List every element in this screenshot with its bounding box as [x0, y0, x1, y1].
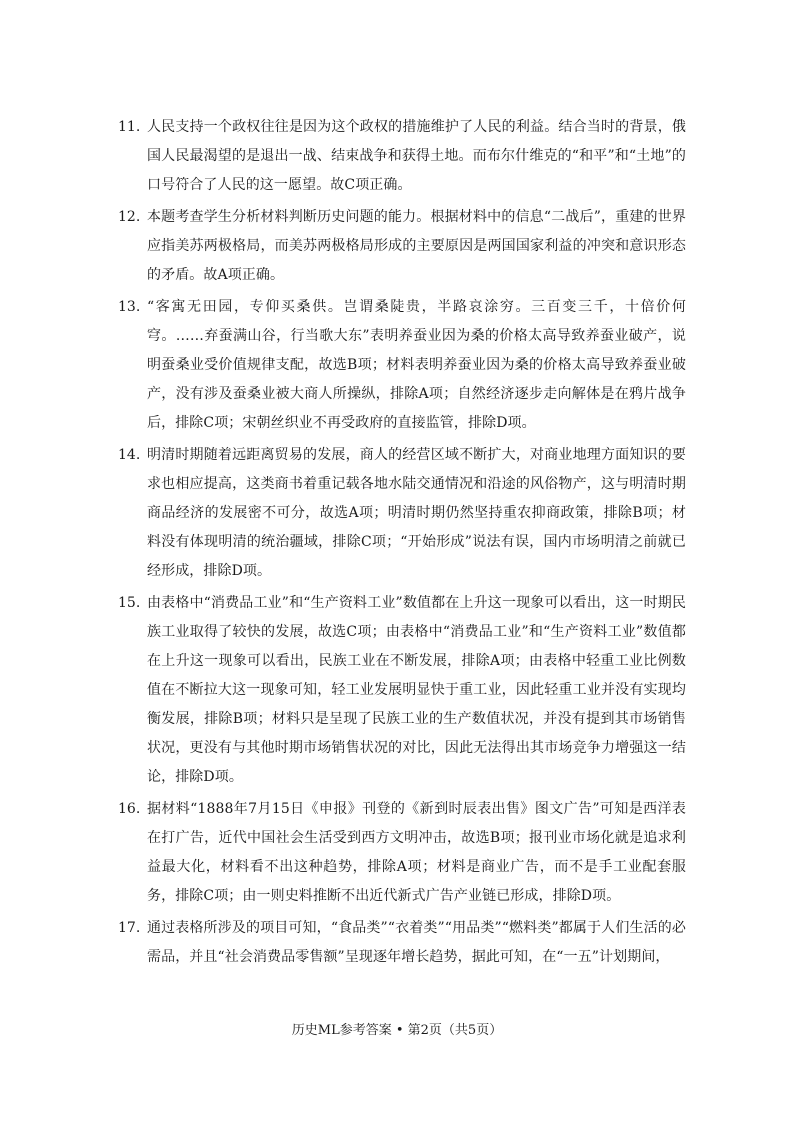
answer-item-15 [118, 589, 686, 792]
answer-text: 明清时期随着远距离贸易的发展，商人的经营区域不断扩大，对商业地理方面知识的要求也相应提高，这类商书着重记载各地水陆交通情况和沿途的风俗物产，这与明清时期商品经济的发展密不可分，故选A项；明清时期仍然坚持重农抑商政策，排除B项；材料没有体现明清的统治疆域，排除C项；“开始形成”说法有误，国内市场明清之前就已经形成，排除D项。 [147, 447, 686, 579]
answer-item-17 [118, 914, 686, 972]
answer-item-13 [118, 293, 686, 438]
answer-text: 通过表格所涉及的项目可知，“食品类”“衣着类”“用品类”“燃料类”都属于人们生活的必需品，并且“社会消费品零售额”呈现逐年增长趋势，据此可知，在“一五”计划期间， [147, 920, 686, 965]
answer-item-14 [118, 441, 686, 586]
answer-item-11 [118, 113, 686, 200]
answer-number: 13. [118, 299, 141, 315]
answer-item-12 [118, 203, 686, 290]
answer-text: 由表格中“消费品工业”和“生产资料工业”数值都在上升这一现象可以看出，这一时期民族工业取得了较快的发展，故选C项；由表格中“消费品工业”和“生产资料工业”数值都在上升这一现象可以看出，民族工业在不断发展，排除A项；由表格中轻重工业比例数值在不断拉大这一现象可知，轻工业发展明显快于重工业，因此轻重工业并没有实现均衡发展，排除B项；材料只是呈现了民族工业的生产数值状况，并没有提到其市场销售状况，更没有与其他时期市场销售状况的对比，因此无法得出其市场竞争力增强这一结论，排除D项。 [147, 595, 686, 785]
answer-list [118, 113, 686, 975]
answer-number: 15. [118, 595, 141, 611]
answer-number: 12. [118, 209, 141, 225]
answer-text: 人民支持一个政权往往是因为这个政权的措施维护了人民的利益。结合当时的背景，俄国人民最渴望的是退出一战、结束战争和获得土地。而布尔什维克的“和平”和“土地”的口号符合了人民的这一愿望。故C项正确。 [147, 119, 686, 193]
answer-number: 11. [118, 119, 141, 135]
answer-number: 17. [118, 920, 141, 936]
answer-number: 16. [118, 801, 141, 817]
answer-item-16 [118, 795, 686, 911]
answer-text: “客寓无田园，专仰买桑供。岂谓桑陡贵，半路哀涂穷。三百变三千，十倍价何穹。……弃蚕满山谷，行当歌大东”表明养蚕业因为桑的价格太高导致养蚕业破产，说明蚕桑业受价值规律支配，故选B项；材料表明养蚕业因为桑的价格太高导致养蚕业破产，没有涉及蚕桑业被大商人所操纵，排除A项；自然经济逐步走向解体是在鸦片战争后，排除C项；宋朝丝织业不再受政府的直接监管，排除D项。 [147, 299, 686, 431]
answer-text: 本题考查学生分析材料判断历史问题的能力。根据材料中的信息“二战后”，重建的世界应指美苏两极格局，而美苏两极格局形成的主要原因是两国国家利益的冲突和意识形态的矛盾。故A项正确。 [147, 209, 686, 283]
answer-text: 据材料“1888年7月15日《申报》刊登的《新到时辰表出售》图文广告”可知是西洋表在打广告，近代中国社会生活受到西方文明冲击，故选B项；报刊业市场化就是追求利益最大化，材料看不出这种趋势，排除A项；材料是商业广告，而不是手工业配套服务，排除C项；由一则史料推断不出近代新式广告产业链已形成，排除D项。 [147, 801, 686, 904]
page-footer: 历史ML参考答案 • 第2页（共5页） [291, 1023, 503, 1038]
answer-number: 14. [118, 447, 141, 463]
